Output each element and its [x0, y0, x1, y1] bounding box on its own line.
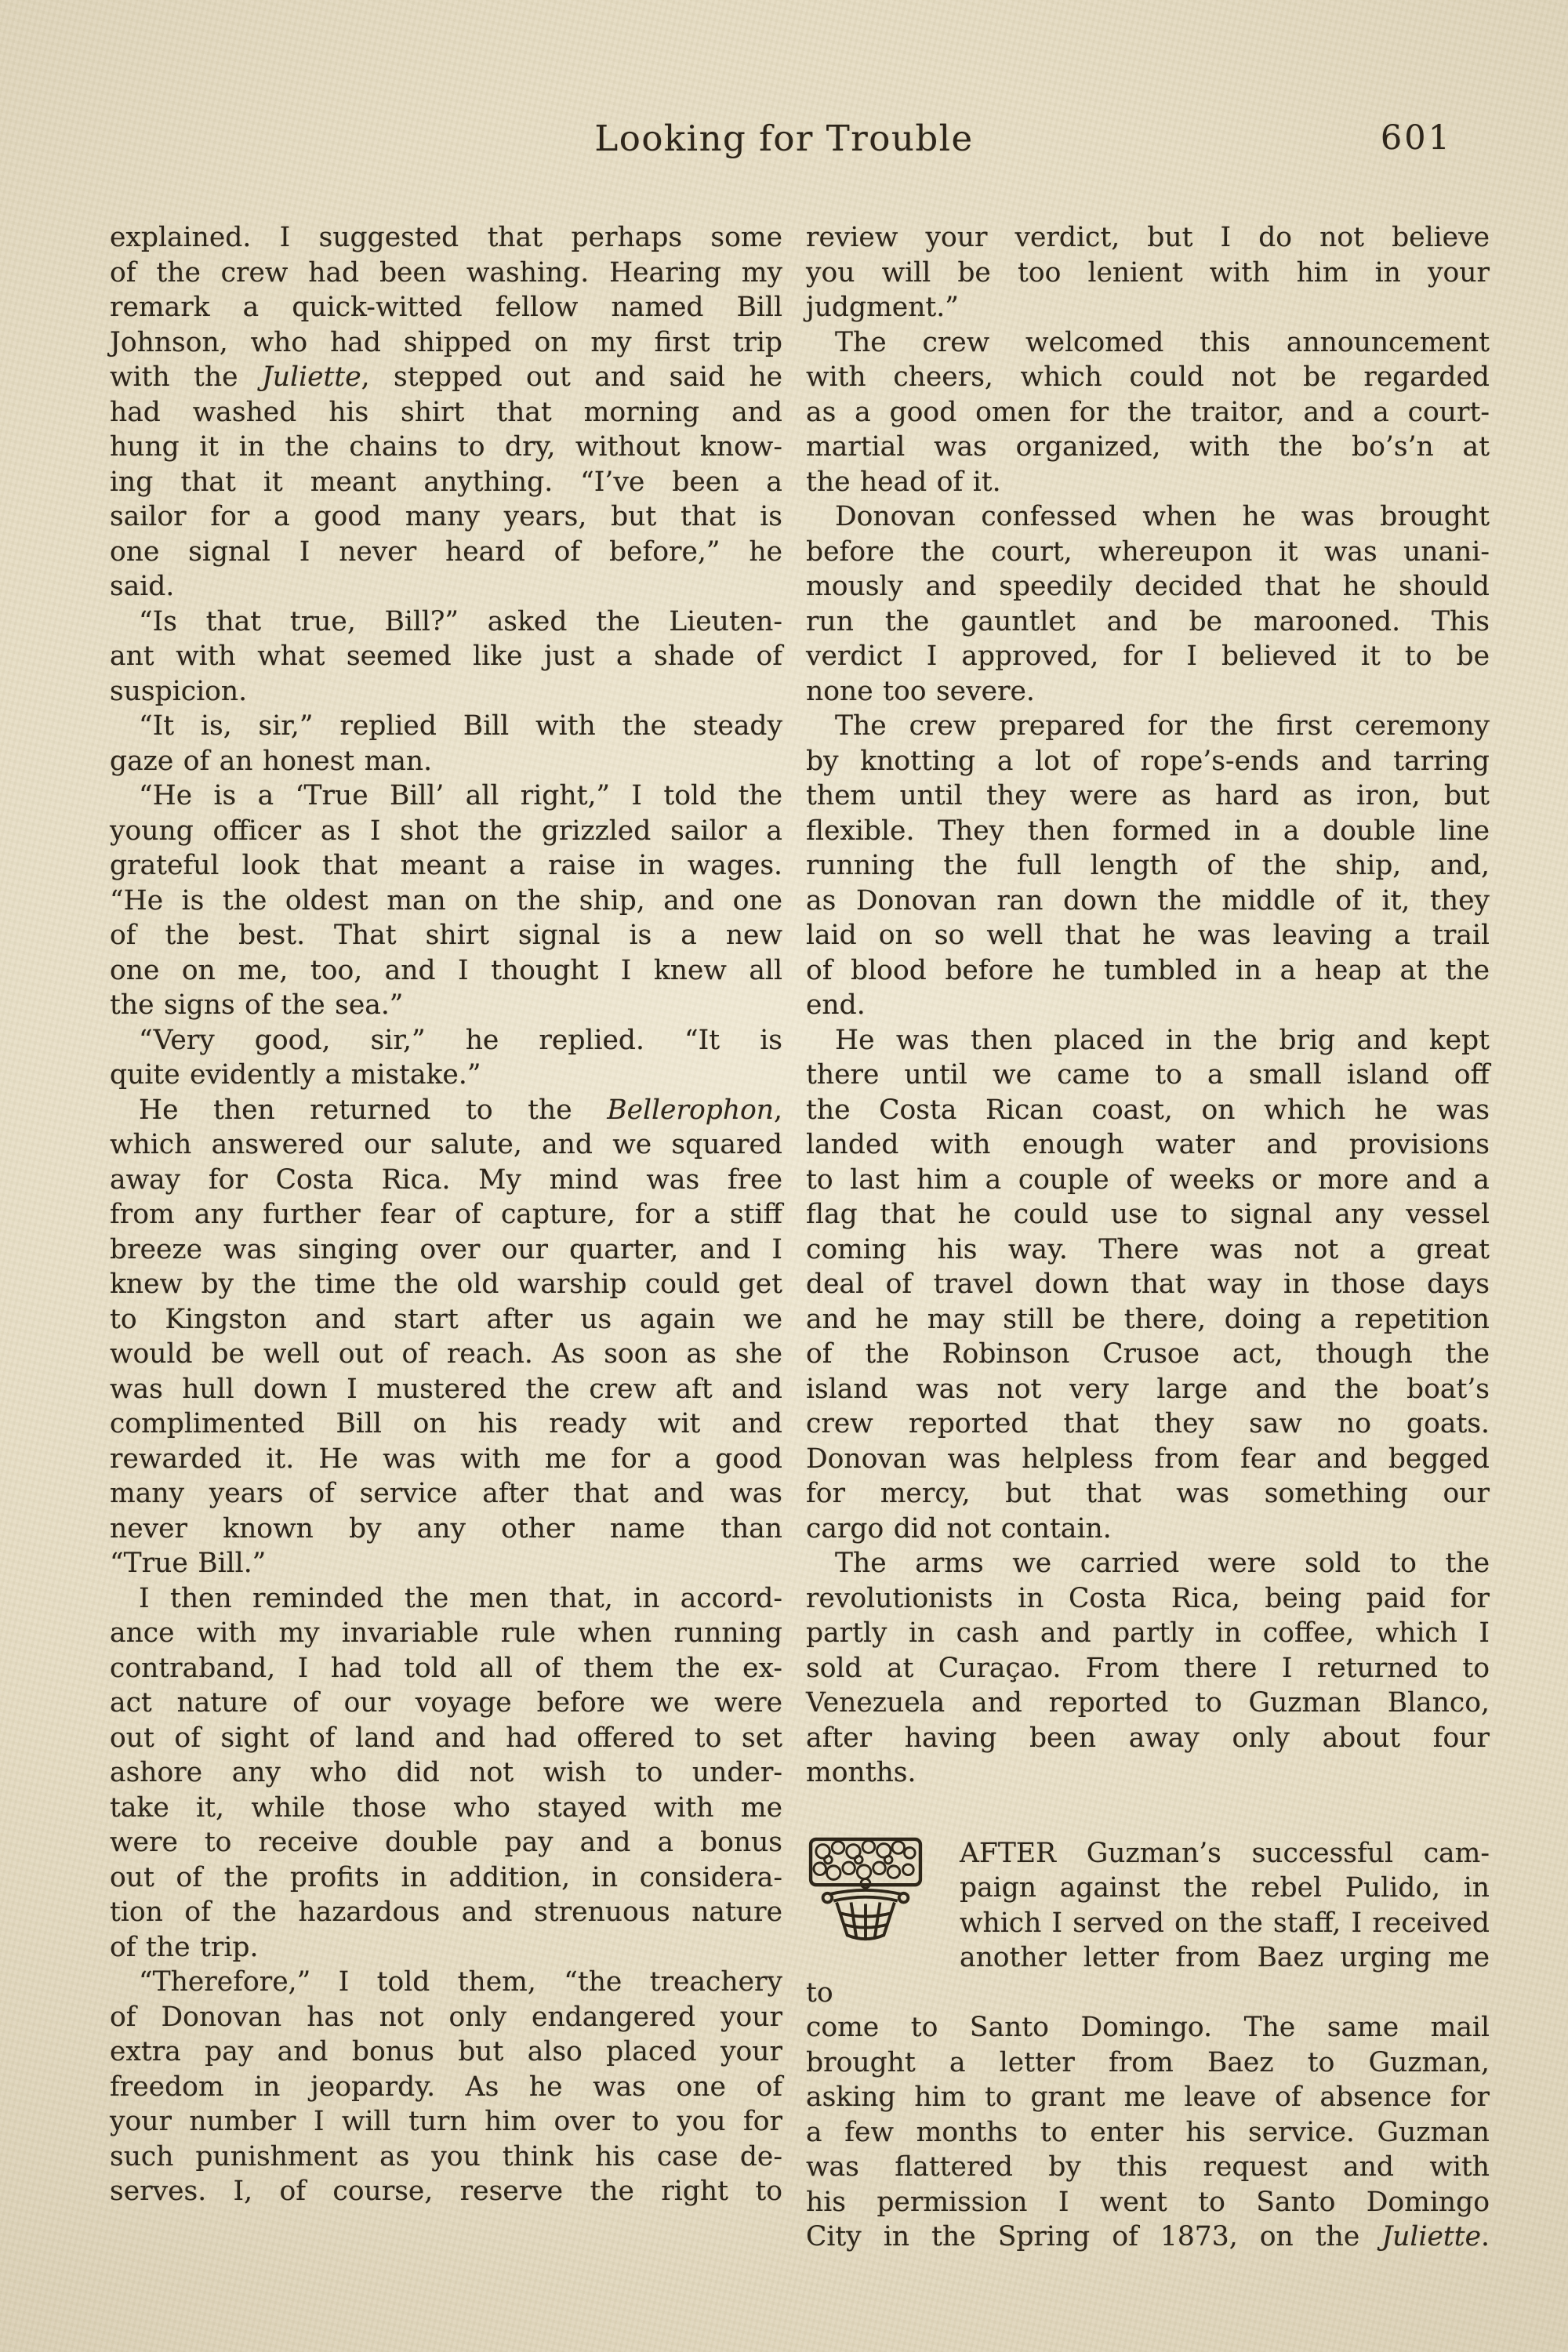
text-line: contraband, I had told all of them the ex-	[110, 1652, 782, 1684]
text-line: island was not very large and the boat’s	[806, 1373, 1490, 1405]
text-line: with the Juliette, stepped out and said he	[110, 361, 782, 393]
text-line: one signal I never heard of before,” he	[110, 535, 782, 568]
text-line: asking him to grant me leave of absence for	[806, 2082, 1490, 2113]
text-line: sailor for a good many years, but that is	[110, 501, 782, 532]
text-line: of Donovan has not only endangered your	[110, 2001, 782, 2033]
text-line: grateful look that meant a raise in wages.	[110, 850, 782, 881]
text-line: extra pay and bonus but also placed your	[110, 2036, 782, 2067]
text-line: “It is, sir,” replied Bill with the steady	[139, 710, 782, 742]
text-line: there until we came to a small island off	[806, 1059, 1490, 1091]
text-line: ance with my invariable rule when running	[110, 1617, 782, 1649]
text-line: out of the profits in addition, in considera-	[110, 1861, 782, 1893]
text-line: you will be too lenient with him in your	[806, 256, 1490, 289]
text-line: the signs of the sea.”	[110, 989, 404, 1021]
text-line: his permission I went to Santo Domingo	[806, 2186, 1490, 2218]
text-line: which I served on the staff, I received	[960, 1907, 1490, 1939]
text-line: for mercy, but that was something our	[806, 1478, 1490, 1509]
text-line: gaze of an honest man.	[110, 745, 433, 777]
page-title: Looking for Trouble	[594, 118, 974, 159]
text-line: verdict I approved, for I believed it to be	[806, 641, 1490, 672]
text-line: after having been away only about four	[806, 1722, 1490, 1754]
text-line: He then returned to the Bellerophon,	[139, 1094, 782, 1126]
text-line: such punishment as you think his case de-	[110, 2140, 782, 2172]
text-line: complimented Bill on his ready wit and	[110, 1408, 782, 1439]
text-line: never known by any other name than	[110, 1512, 782, 1544]
text-line: serves. I, of course, reserve the right to	[110, 2176, 782, 2207]
text-line: with cheers, which could not be regarded	[806, 361, 1490, 393]
text-line: young officer as I shot the grizzled sailor a	[110, 815, 782, 847]
text-line: “True Bill.”	[110, 1548, 267, 1579]
text-line: to Kingston and start after us again we	[110, 1303, 782, 1335]
text-line: “Therefore,” I told them, “the treachery	[139, 1966, 782, 1998]
text-line: from any further fear of capture, for a stiff	[110, 1199, 782, 1230]
text-line: flexible. They then formed in a double line	[806, 815, 1490, 847]
text-line: running the full length of the ship, and,	[806, 850, 1490, 881]
right-column	[806, 220, 1490, 2255]
text-line: landed with enough water and provisions	[806, 1129, 1490, 1160]
text-line: your number I will turn him over to you for	[110, 2106, 782, 2137]
text-line: to last him a couple of weeks or more and a	[806, 1163, 1490, 1196]
text-line: of the trip.	[110, 1931, 259, 1963]
text-line: come to Santo Domingo. The same mail	[806, 2012, 1490, 2043]
text-line: and he may still be there, doing a repetition	[806, 1303, 1490, 1335]
text-line: had washed his shirt that morning and	[110, 396, 782, 428]
text-line: another letter from Baez urging me to	[806, 1942, 1490, 2009]
text-line: end.	[806, 989, 866, 1021]
text-line: months.	[806, 1757, 916, 1788]
text-line: He was then placed in the brig and kept	[835, 1024, 1490, 1056]
text-line: paign against the rebel Pulido, in	[960, 1872, 1490, 1904]
text-line: Venezuela and reported to Guzman Blanco,	[806, 1687, 1490, 1719]
text-line: before the court, whereupon it was unani-	[806, 535, 1490, 568]
section-break	[806, 1791, 1490, 1836]
text-line: out of sight of land and had offered to set	[110, 1722, 782, 1754]
text-line: hung it in the chains to dry, without know-	[110, 431, 782, 463]
text-line: “He is a ‘True Bill’ all right,” I told the	[139, 780, 782, 811]
text-line: martial was organized, with the bo’s’n at	[806, 431, 1490, 463]
fruit-basket-icon	[806, 1836, 925, 1943]
text-line: deal of travel down that way in those days	[806, 1269, 1490, 1300]
text-line: partly in cash and partly in coffee, which I	[806, 1617, 1490, 1649]
text-line: of the Robinson Crusoe act, though the	[806, 1338, 1490, 1370]
text-line: freedom in jeopardy. As he was one of	[110, 2071, 782, 2103]
text-line: ashore any who did not wish to under-	[110, 1757, 782, 1788]
text-line: cargo did not contain.	[806, 1512, 1112, 1544]
text-line: The crew welcomed this announcement	[835, 326, 1490, 358]
text-line: take it, while those who stayed with me	[110, 1791, 782, 1824]
text-line: coming his way. There was not a great	[806, 1233, 1490, 1265]
text-line: act nature of our voyage before we were	[110, 1687, 782, 1719]
text-line: were to receive double pay and a bonus	[110, 1827, 782, 1858]
text-line: said.	[110, 571, 175, 602]
text-line: many years of service after that and was	[110, 1478, 782, 1509]
basket-ornament	[806, 1836, 960, 1943]
text-line: run the gauntlet and be marooned. This	[806, 605, 1490, 637]
text-line: which answered our salute, and we squared	[110, 1129, 782, 1160]
text-line: was hull down I mustered the crew aft and	[110, 1373, 782, 1405]
text-line: tion of the hazardous and strenuous nature	[110, 1896, 782, 1928]
text-line: The crew prepared for the first ceremony	[835, 710, 1490, 742]
text-line: Donovan was helpless from fear and begged	[806, 1443, 1490, 1475]
text-line: ant with what seemed like just a shade of	[110, 641, 782, 672]
text-line: “Is that true, Bill?” asked the Lieuten-	[139, 605, 782, 637]
text-line: would be well out of reach. As soon as she	[110, 1338, 782, 1370]
text-line: a few months to enter his service. Guzman	[806, 2116, 1490, 2148]
text-line: none too severe.	[806, 675, 1035, 707]
text-line: brought a letter from Baez to Guzman,	[806, 2046, 1490, 2078]
text-line: breeze was singing over our quarter, and I	[110, 1233, 782, 1265]
text-line: AFTER Guzman’s successful cam-	[960, 1837, 1490, 1869]
text-line: sold at Curaçao. From there I returned to	[806, 1652, 1490, 1684]
text-line: one on me, too, and I thought I knew all	[110, 954, 782, 986]
text-line: “He is the oldest man on the ship, and one	[110, 884, 782, 916]
text-line: the Costa Rican coast, on which he was	[806, 1094, 1490, 1126]
text-line: suspicion.	[110, 675, 248, 707]
text-line: ing that it meant anything. “I’ve been a	[110, 466, 782, 498]
text-line: mously and speedily decided that he should	[806, 571, 1490, 602]
left-column	[110, 220, 782, 2209]
page-number: 601	[1380, 118, 1452, 158]
text-line: was flattered by this request and with	[806, 2151, 1490, 2183]
text-line: knew by the time the old warship could get	[110, 1269, 782, 1300]
text-line: review your verdict, but I do not believe	[806, 222, 1490, 253]
text-line: “Very good, sir,” he replied. “It is	[139, 1024, 782, 1056]
text-line: of the best. That shirt signal is a new	[110, 920, 782, 951]
text-line: The arms we carried were sold to the	[835, 1548, 1490, 1579]
text-line: by knotting a lot of rope’s-ends and tarring	[806, 745, 1490, 777]
text-line: as Donovan ran down the middle of it, they	[806, 884, 1490, 916]
text-line: Donovan confessed when he was brought	[835, 501, 1490, 532]
text-line: the head of it.	[806, 466, 1001, 498]
text-line: I then reminded the men that, in accord-	[139, 1582, 782, 1614]
text-line: Johnson, who had shipped on my first trip	[110, 326, 782, 358]
text-line: as a good omen for the traitor, and a court-	[806, 396, 1490, 428]
text-line: City in the Spring of 1873, on the Juliette.	[806, 2221, 1490, 2252]
text-line: of the crew had been washing. Hearing my	[110, 256, 782, 289]
text-line: crew reported that they saw no goats.	[806, 1408, 1490, 1439]
text-line: explained. I suggested that perhaps some	[110, 222, 782, 253]
text-line: remark a quick-witted fellow named Bill	[110, 292, 782, 323]
text-line: them until they were as hard as iron, but	[806, 780, 1490, 811]
text-line: of blood before he tumbled in a heap at the	[806, 954, 1490, 986]
text-line: judgment.”	[806, 292, 959, 323]
text-line: away for Costa Rica. My mind was free	[110, 1163, 782, 1196]
text-line: revolutionists in Costa Rica, being paid for	[806, 1582, 1490, 1614]
text-line: laid on so well that he was leaving a trail	[806, 920, 1490, 951]
text-line: quite evidently a mistake.”	[110, 1059, 481, 1091]
text-line: flag that he could use to signal any vessel	[806, 1199, 1490, 1230]
text-line: rewarded it. He was with me for a good	[110, 1443, 782, 1475]
